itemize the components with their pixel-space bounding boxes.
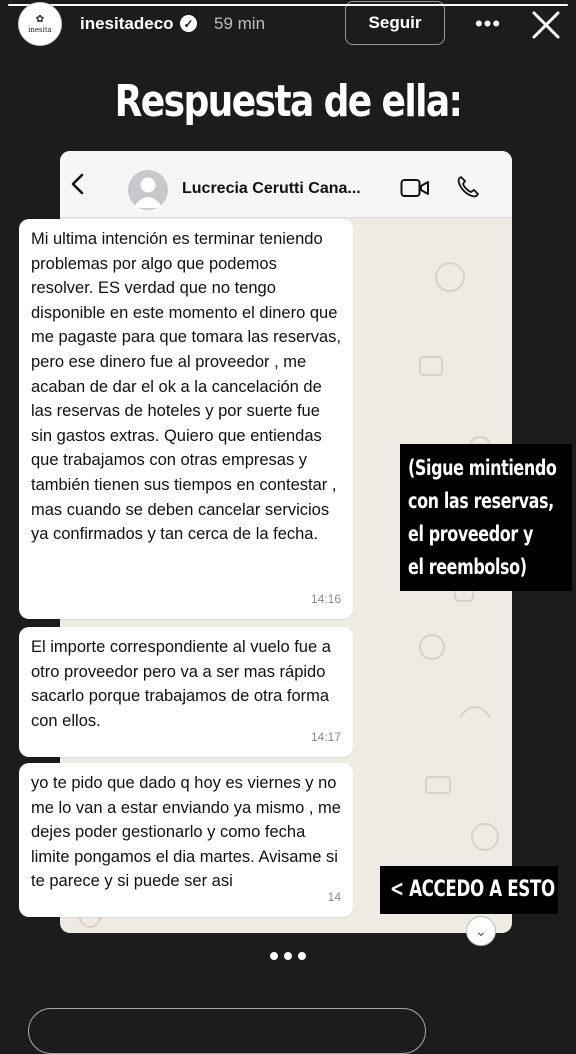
video-call-icon[interactable]: [400, 177, 430, 199]
profile-avatar[interactable]: [18, 2, 62, 46]
overlay-note-lies: [400, 444, 572, 591]
contact-name[interactable]: Lucrecia Cerutti Cana...: [182, 180, 361, 197]
logo-icon: ✿: [35, 13, 45, 25]
reply-input[interactable]: [28, 1008, 426, 1054]
scroll-down-icon[interactable]: ⌄: [466, 916, 496, 946]
avatar-logo-text: inesita: [28, 25, 52, 34]
phone-call-icon[interactable]: [456, 175, 480, 199]
close-icon[interactable]: [530, 9, 562, 41]
overlay-note-agree: [380, 866, 558, 914]
message-text: El importe correspondiente al vuelo fue a otro proveedor pero va a ser mas rápido sacarlo porque trabajamos de otra forma con ellos.: [31, 638, 331, 730]
overlay-note-text: (Sigue mintiendo con las reservas, el proveedor y el reembolso): [408, 456, 557, 579]
message-time: 14:17: [310, 730, 341, 745]
message-time: 14:16: [310, 592, 341, 607]
message-bubble[interactable]: [19, 627, 353, 757]
person-icon: [128, 170, 168, 210]
message-text: yo te pido que dado q hoy es viernes y no me lo van a estar enviando ya mismo , me dejes poder gestionarlo y como fecha limite pongamos el dia martes. Avisame si te parece y si puede ser asi: [31, 774, 341, 891]
username[interactable]: inesitadeco: [80, 14, 174, 33]
message-time: 14: [327, 890, 341, 905]
message-bubble[interactable]: [19, 219, 353, 619]
post-time: 59 min: [214, 14, 266, 33]
contact-avatar[interactable]: [128, 170, 168, 210]
story-headline: Respuesta de ella:: [114, 76, 462, 127]
message-bubble[interactable]: [19, 763, 353, 917]
more-dots-icon[interactable]: [270, 948, 306, 964]
back-chevron-icon[interactable]: [68, 173, 88, 195]
overlay-note-text: < ACCEDO A ESTO: [390, 877, 555, 902]
message-text: Mi ultima intención es terminar teniendo problemas por algo que podemos resolver. ES verdad que no tengo disponible en este momento el dinero que me pagaste para que tomara las reservas, pero ese dinero fue al proveedor , me acaban de dar el ok a la cancelación de las reservas de hoteles y por suerte fue sin gastos extras. Quiero que entiendas que trabajamos con otras empresas y también tienen sus tiempos en contestar , mas cuando se deben cancelar servicios ya confirmados y tan cerca de la fecha.: [31, 230, 341, 544]
follow-button[interactable]: Seguir: [345, 1, 445, 45]
verified-badge-icon: ✓: [180, 15, 197, 32]
chat-header: [60, 151, 512, 218]
story-header: [0, 0, 576, 48]
more-options-icon[interactable]: •••: [474, 11, 502, 36]
